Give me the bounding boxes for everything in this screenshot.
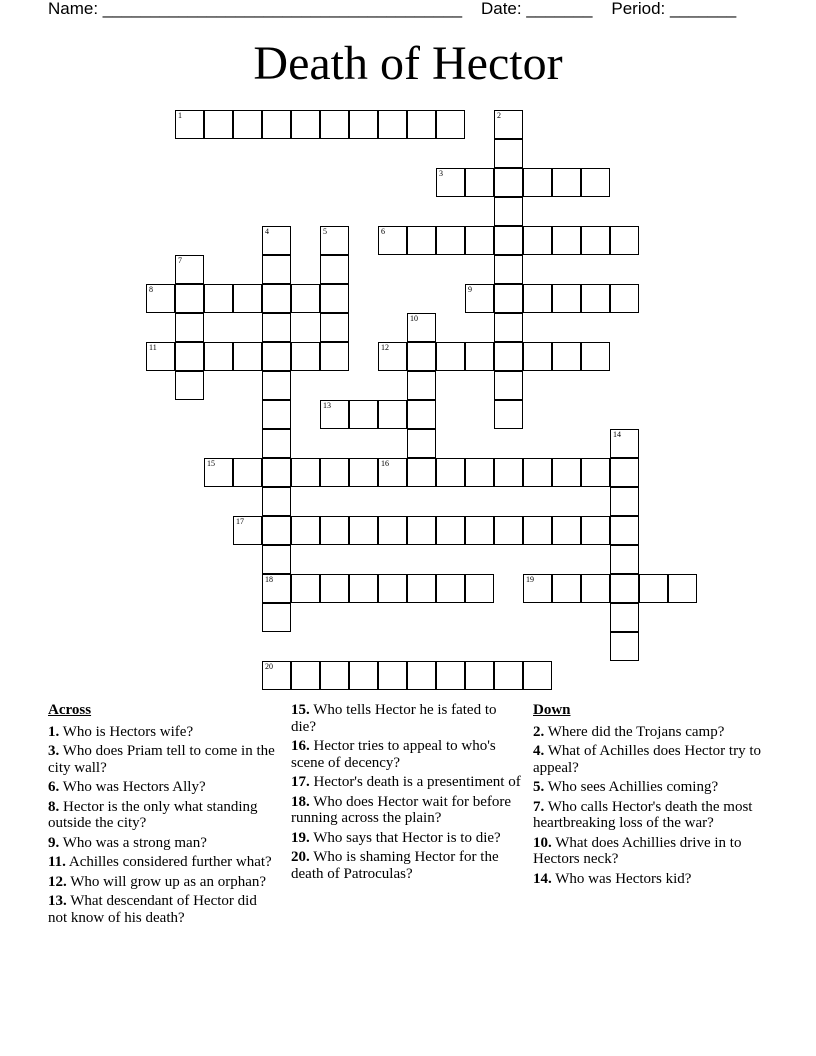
clue-number: 5 (323, 227, 327, 236)
clue-number: 10 (410, 314, 418, 323)
grid-cell[interactable] (465, 574, 494, 603)
grid-cell[interactable] (610, 458, 639, 487)
grid-cell[interactable] (320, 255, 349, 284)
grid-cell[interactable] (262, 603, 291, 632)
grid-cell[interactable] (523, 226, 552, 255)
grid-cell[interactable] (378, 400, 407, 429)
clue-across-19: 19. Who says that Hector is to die? (291, 829, 501, 846)
clue-down-2: 2. Where did the Trojans camp? (533, 723, 725, 740)
grid-cell[interactable] (523, 516, 552, 545)
grid-cell[interactable] (494, 661, 523, 690)
grid-cell[interactable] (494, 284, 523, 313)
grid-cell[interactable] (523, 661, 552, 690)
grid-cell[interactable] (262, 661, 291, 690)
clue-number: 14 (613, 430, 621, 439)
puzzle-title: Death of Hector (253, 37, 563, 90)
grid-cell[interactable] (581, 458, 610, 487)
grid-cell[interactable] (610, 574, 639, 603)
grid-cell[interactable] (436, 342, 465, 371)
grid-cell[interactable] (407, 110, 436, 139)
clue-across-18: 18. Who does Hector wait for before running across the plain? (291, 793, 512, 826)
grid-cell[interactable] (233, 342, 262, 371)
grid-cell[interactable] (465, 516, 494, 545)
grid-cell[interactable] (262, 255, 291, 284)
grid-cell[interactable] (349, 110, 378, 139)
grid-cell[interactable] (610, 603, 639, 632)
student-info-line: Name: ______________________________________ Date: _______ Period: _______ (48, 0, 737, 18)
grid-cell[interactable] (552, 574, 581, 603)
grid-cell[interactable] (581, 284, 610, 313)
grid-cell[interactable] (581, 516, 610, 545)
grid-cell[interactable] (291, 458, 320, 487)
clue-number: 13 (323, 401, 331, 410)
grid-cell[interactable] (610, 226, 639, 255)
grid-cell[interactable] (494, 313, 523, 342)
grid-cell[interactable] (291, 342, 320, 371)
grid-cell[interactable] (320, 574, 349, 603)
clue-across-6: 6. Who was Hectors Ally? (48, 779, 206, 795)
grid-cell[interactable] (407, 400, 436, 429)
grid-cell[interactable] (465, 168, 494, 197)
clue-number: 20 (265, 662, 273, 671)
clue-down-14: 14. Who was Hectors kid? (533, 870, 692, 887)
grid-cell[interactable] (349, 516, 378, 545)
grid-cell[interactable] (494, 516, 523, 545)
grid-cell[interactable] (494, 110, 523, 139)
grid-cell[interactable] (378, 226, 407, 255)
grid-cell[interactable] (552, 342, 581, 371)
clue-number: 15 (207, 459, 215, 468)
grid-cell[interactable] (233, 110, 262, 139)
grid-cell[interactable] (262, 429, 291, 458)
clue-number: 6 (381, 227, 385, 236)
grid-cell[interactable] (146, 284, 175, 313)
clue-number: 1 (178, 111, 182, 120)
clue-across-11: 11. Achilles considered further what? (48, 854, 272, 870)
clue-across-8: 8. Hector is the only what standing outside the city? (48, 798, 258, 831)
grid-cell[interactable] (494, 400, 523, 429)
grid-cell[interactable] (233, 458, 262, 487)
clue-down-4: 4. What of Achilles does Hector try to appeal? (533, 743, 762, 776)
grid-cell[interactable] (175, 371, 204, 400)
grid-cell[interactable] (262, 110, 291, 139)
grid-cell[interactable] (465, 458, 494, 487)
grid-cell[interactable] (523, 284, 552, 313)
grid-cell[interactable] (262, 371, 291, 400)
grid-cell[interactable] (291, 661, 320, 690)
grid-cell[interactable] (407, 313, 436, 342)
grid-cell[interactable] (320, 342, 349, 371)
grid-cell[interactable] (407, 371, 436, 400)
grid-cell[interactable] (610, 632, 639, 661)
grid-cell[interactable] (349, 574, 378, 603)
grid-cell[interactable] (378, 458, 407, 487)
clue-number: 19 (526, 575, 534, 584)
down-heading: Down (533, 702, 571, 718)
grid-cell[interactable] (436, 458, 465, 487)
grid-cell[interactable] (175, 313, 204, 342)
grid-cell[interactable] (552, 168, 581, 197)
grid-cell[interactable] (320, 458, 349, 487)
grid-cell[interactable] (349, 458, 378, 487)
grid-cell[interactable] (407, 342, 436, 371)
grid-cell[interactable] (581, 342, 610, 371)
grid-cell[interactable] (146, 342, 175, 371)
grid-cell[interactable] (320, 313, 349, 342)
grid-cell[interactable] (436, 574, 465, 603)
grid-cell[interactable] (262, 284, 291, 313)
grid-cell[interactable] (349, 400, 378, 429)
grid-cell[interactable] (610, 545, 639, 574)
grid-cell[interactable] (175, 284, 204, 313)
grid-cell[interactable] (175, 342, 204, 371)
grid-cell[interactable] (552, 284, 581, 313)
grid-cell[interactable] (494, 371, 523, 400)
grid-cell[interactable] (378, 342, 407, 371)
grid-cell[interactable] (262, 574, 291, 603)
grid-cell[interactable] (320, 661, 349, 690)
clue-number: 17 (236, 517, 244, 526)
clue-number: 16 (381, 459, 389, 468)
grid-cell[interactable] (436, 226, 465, 255)
grid-cell[interactable] (407, 458, 436, 487)
grid-cell[interactable] (262, 226, 291, 255)
grid-cell[interactable] (494, 458, 523, 487)
grid-cell[interactable] (175, 110, 204, 139)
clue-down-7: 7. Who calls Hector's death the most heartbreaking loss of the war? (533, 798, 753, 831)
clue-number: 12 (381, 343, 389, 352)
clue-across-3: 3. Who does Priam tell to come in the city wall? (48, 743, 275, 776)
clue-number: 8 (149, 285, 153, 294)
grid-cell[interactable] (262, 400, 291, 429)
grid-cell[interactable] (494, 197, 523, 226)
clue-across-12: 12. Who will grow up as an orphan? (48, 873, 267, 890)
clue-number: 3 (439, 169, 443, 178)
clue-number: 2 (497, 111, 501, 120)
grid-cell[interactable] (291, 574, 320, 603)
down-clues-column (533, 702, 773, 890)
grid-cell[interactable] (465, 661, 494, 690)
grid-cell[interactable] (204, 110, 233, 139)
grid-cell[interactable] (320, 110, 349, 139)
grid-cell[interactable] (465, 226, 494, 255)
grid-cell[interactable] (262, 516, 291, 545)
grid-cell[interactable] (494, 139, 523, 168)
grid-cell[interactable] (610, 487, 639, 516)
grid-cell[interactable] (204, 284, 233, 313)
grid-cell[interactable] (610, 516, 639, 545)
grid-cell[interactable] (291, 110, 320, 139)
across-heading: Across (48, 702, 92, 718)
clue-across-13: 13. What descendant of Hector did not know of his death? (48, 893, 257, 926)
grid-cell[interactable] (523, 342, 552, 371)
clue-across-20: 20. Who is shaming Hector for the death of Patroculas? (291, 849, 499, 882)
grid-cell[interactable] (320, 284, 349, 313)
grid-cell[interactable] (407, 661, 436, 690)
grid-cell[interactable] (378, 516, 407, 545)
grid-cell[interactable] (465, 342, 494, 371)
clue-across-1: 1. Who is Hectors wife? (48, 723, 194, 740)
clue-number: 7 (178, 256, 182, 265)
grid-cell[interactable] (581, 226, 610, 255)
grid-cell[interactable] (610, 284, 639, 313)
grid-cell[interactable] (291, 516, 320, 545)
grid-cell[interactable] (639, 574, 668, 603)
clue-across-15: 15. Who tells Hector he is fated to die? (291, 702, 497, 735)
grid-cell[interactable] (233, 516, 262, 545)
grid-cell[interactable] (465, 284, 494, 313)
grid-cell[interactable] (523, 458, 552, 487)
grid-cell[interactable] (204, 342, 233, 371)
grid-cell[interactable] (436, 168, 465, 197)
clue-down-10: 10. What does Achillies drive in to Hectors neck? (533, 834, 742, 867)
grid-cell[interactable] (407, 574, 436, 603)
grid-cell[interactable] (436, 516, 465, 545)
grid-cell[interactable] (262, 458, 291, 487)
clue-down-5: 5. Who sees Achillies coming? (533, 779, 719, 795)
grid-cell[interactable] (262, 487, 291, 516)
grid-cell[interactable] (262, 545, 291, 574)
clue-number: 11 (149, 343, 157, 352)
grid-cell[interactable] (436, 110, 465, 139)
grid-cell[interactable] (349, 661, 378, 690)
grid-cell[interactable] (494, 226, 523, 255)
grid-cell[interactable] (552, 458, 581, 487)
grid-cell[interactable] (320, 516, 349, 545)
grid-cell[interactable] (407, 226, 436, 255)
grid-cell[interactable] (552, 226, 581, 255)
across-clues-column-1 (48, 702, 276, 929)
clue-number: 18 (265, 575, 273, 584)
grid-cell[interactable] (378, 661, 407, 690)
grid-cell[interactable] (581, 168, 610, 197)
grid-cell[interactable] (494, 255, 523, 284)
grid-cell[interactable] (320, 226, 349, 255)
grid-cell[interactable] (233, 284, 262, 313)
grid-cell[interactable] (262, 313, 291, 342)
clue-number: 9 (468, 285, 472, 294)
grid-cell[interactable] (552, 516, 581, 545)
grid-cell[interactable] (262, 342, 291, 371)
grid-cell[interactable] (378, 574, 407, 603)
clue-across-16: 16. Hector tries to appeal to who's scene of decency? (291, 738, 496, 771)
across-clues-column-2 (291, 702, 521, 885)
grid-cell[interactable] (581, 574, 610, 603)
grid-cell[interactable] (204, 458, 233, 487)
grid-cell[interactable] (320, 400, 349, 429)
clue-number: 4 (265, 227, 269, 236)
grid-cell[interactable] (291, 284, 320, 313)
grid-cell[interactable] (407, 429, 436, 458)
grid-cell[interactable] (523, 168, 552, 197)
grid-cell[interactable] (523, 574, 552, 603)
grid-cell[interactable] (378, 110, 407, 139)
clue-across-17: 17. Hector's death is a presentiment of (291, 774, 521, 790)
grid-cell[interactable] (407, 516, 436, 545)
grid-cell[interactable] (668, 574, 697, 603)
grid-cell[interactable] (436, 661, 465, 690)
grid-cell[interactable] (494, 342, 523, 371)
grid-cell[interactable] (610, 429, 639, 458)
clue-across-9: 9. Who was a strong man? (48, 834, 207, 851)
grid-cell[interactable] (175, 255, 204, 284)
grid-cell[interactable] (494, 168, 523, 197)
